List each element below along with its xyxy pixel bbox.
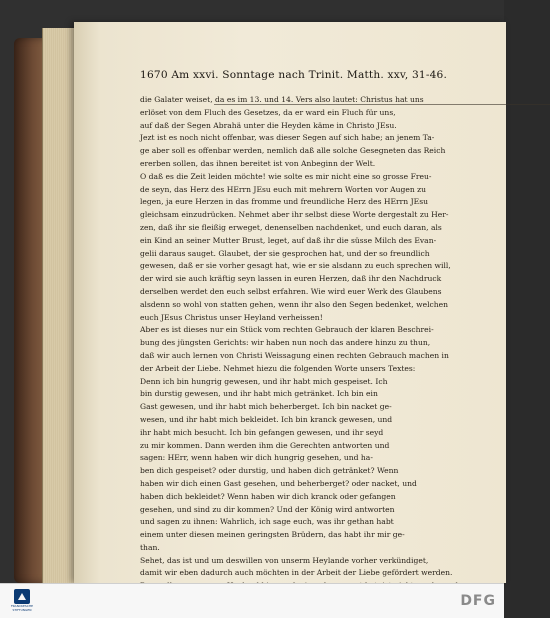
footer-bar — [0, 583, 504, 618]
text-line: Aber es ist dieses nur ein Stück vom rechten Gebrauch der klaren Beschrei- — [140, 325, 434, 335]
text-line: zu mir kommen. Dann werden ihm die Gerechten antworten und — [140, 440, 390, 450]
text-line: ihr habt mich besucht. Ich bin gefangen gewesen, und ihr seyd — [140, 427, 384, 437]
text-line: Sehet, das ist und um deswillen von unserm Heylande vorher verkündiget, — [140, 555, 429, 565]
book-page — [74, 22, 506, 583]
page-header: 1670 Am xxvi. Sonntage nach Trinit. Matth. xxv, 31-46. — [140, 69, 448, 81]
text-line: damit wir eben dadurch auch möchten in der Arbeit der Liebe gefördert werden. — [140, 568, 453, 578]
text-line: bung des jüngsten Gerichts: wir haben nun noch das andere hinzu zu thun, — [140, 338, 431, 348]
text-line: legen, ja eure Herzen in das fromme und freundliche Herz des HErrn JEsu — [140, 197, 428, 207]
francke-logo-caption: FRANCKESCHE STIFTUNGEN — [10, 604, 34, 612]
text-line: ein Kind an seiner Mutter Brust, leget, auf daß ihr die süsse Milch des Evan- — [140, 235, 437, 245]
text-line: O daß es die Zeit leiden möchte! wie solte es mir nicht eine so grosse Freu- — [140, 171, 432, 181]
text-line: ben dich gespeiset? oder durstig, und haben dich getränket? Wenn — [140, 466, 399, 476]
text-line: der Arbeit der Liebe. Nehmet hiezu die folgenden Worte unsers Textes: — [140, 363, 416, 373]
text-line: euch JEsus Christus unser Heyland verheissen! — [140, 312, 323, 322]
text-line: Denn ich bin hungrig gewesen, und ihr habt mich gespeiset. Ich — [140, 376, 388, 386]
text-line: alsdenn so wohl von statten gehen, wenn ihr also den Segen bedenket, welchen — [140, 299, 449, 309]
text-line: zen, daß ihr sie fleißig erweget, denenselben nachdenket, und euch daran, als — [140, 222, 442, 232]
text-line: auf daß der Segen Abrahä unter die Heyden käme in Christo JEsu. — [140, 120, 397, 130]
text-line: gelii daraus sauget. Glaubet, der sie gesprochen hat, und der so freundlich — [140, 248, 430, 258]
text-line: ge aber soll es offenbar werden, nemlich daß alle solche Gesegneten das Reich — [140, 146, 446, 156]
text-line: daß wir auch lernen von Christi Weissagung einen rechten Gebrauch machen in — [140, 350, 449, 360]
text-line: wesen, und ihr habt mich bekleidet. Ich bin kranck gewesen, und — [140, 414, 393, 424]
text-line: haben wir dich einen Gast gesehen, und beherberget? oder nacket, und — [140, 478, 417, 488]
text-line: die Galater weiset, da es im 13. und 14. Vers also lautet: Christus hat uns — [140, 95, 424, 104]
text-line: gleichsam einzudrücken. Nehmet aber ihr selbst diese Worte dergestalt zu Her- — [140, 210, 449, 220]
francke-logo-icon — [14, 589, 30, 604]
text-line: derselben werdet den euch selbst erfahren. Wie wird euer Werk des Glaubens — [140, 286, 442, 296]
text-line: gesehen, und sind zu dir kommen? Und der König wird antworten — [140, 504, 395, 514]
dfg-logo[interactable]: DFG — [460, 593, 496, 609]
text-line: und sagen zu ihnen: Wahrlich, ich sage euch, was ihr gethan habt — [140, 517, 394, 527]
text-line: gewesen, daß er sie vorher gesagt hat, wie er sie alsdann zu euch sprechen will, — [140, 261, 451, 271]
text-line: Gast gewesen, und ihr habt mich beherberget. Ich bin nacket ge- — [140, 402, 392, 412]
text-line: Jezt ist es noch nicht offenbar, was dieser Segen auf sich habe; an jenem Ta- — [140, 133, 435, 143]
text-line: ererben sollen, das ihnen bereitet ist von Anbeginn der Welt. — [140, 158, 376, 168]
text-line: than. — [140, 542, 160, 552]
page-text — [140, 94, 490, 606]
text-line: einem unter diesen meinen geringsten Brüdern, das habt ihr mir ge- — [140, 530, 405, 540]
text-line: de seyn, das Herz des HErrn JEsu euch mit mehrern Worten vor Augen zu — [140, 184, 427, 194]
text-line: haben dich bekleidet? Wenn haben wir dich kranck oder gefangen — [140, 491, 396, 501]
text-line: sagen: HErr, wenn haben wir dich hungrig gesehen, und ha- — [140, 453, 373, 463]
text-line: bin durstig gewesen, und ihr habt mich getränket. Ich bin ein — [140, 389, 378, 399]
text-line: erlöset von dem Fluch des Gesetzes, da er ward ein Fluch für uns, — [140, 107, 396, 117]
text-line: der wird sie auch kräftig seyn lassen in euren Herzen, daß ihr den Nachdruck — [140, 274, 442, 284]
francke-foundation-logo[interactable] — [9, 589, 35, 615]
